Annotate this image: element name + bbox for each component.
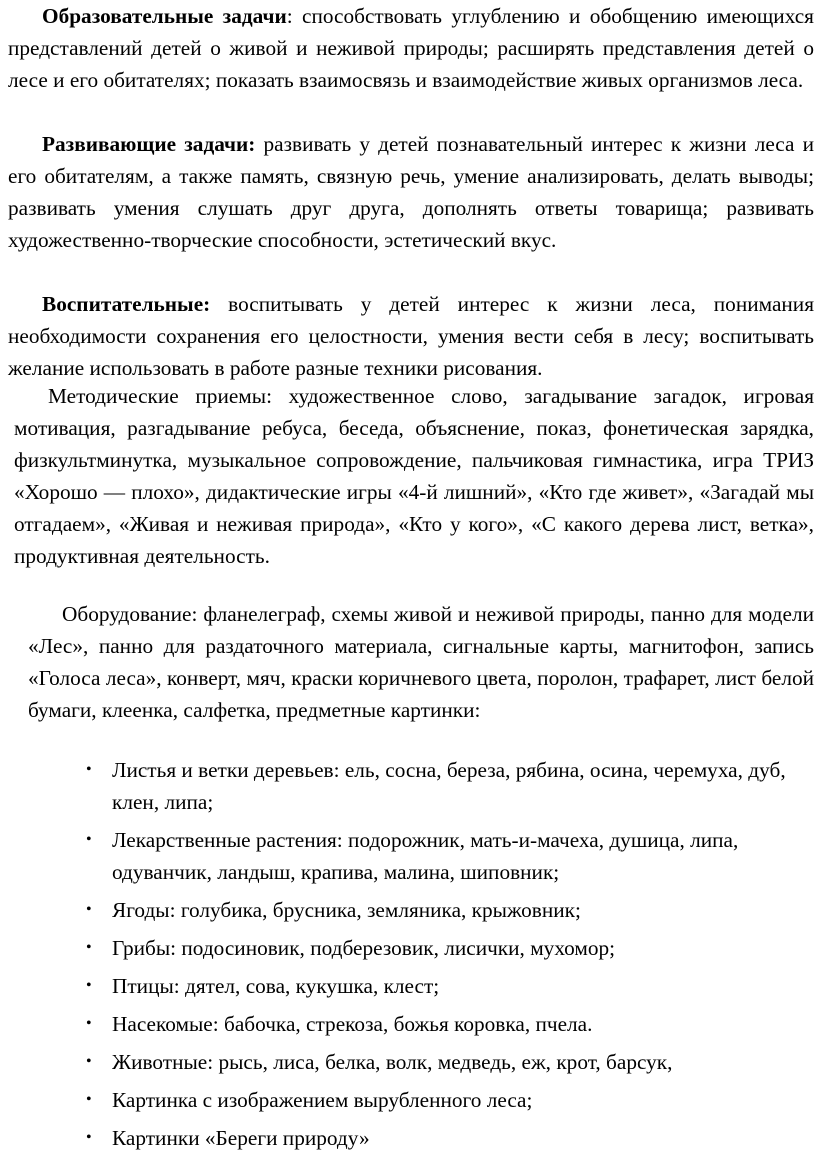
list-item bbox=[80, 970, 814, 1002]
list-item-text: Лекарственные растения: подорожник, мать-и-мачеха, душица, липа, одуванчик, ландыш, крапива, малина, шиповник; bbox=[112, 828, 739, 884]
developing-tasks-text: развивать у детей познавательный интерес к жизни леса и его обитателям, а также память, связную речь, умение анализировать, делать выводы; развивать умения слушать друг друга, дополнять ответы товарища; развивать художественно-творческие способности, эстетический вкус. bbox=[8, 132, 814, 252]
bullet-icon: • bbox=[86, 1053, 92, 1070]
bullet-icon: • bbox=[86, 831, 92, 848]
list-item bbox=[80, 1122, 814, 1154]
list-item-text: Ягоды: голубика, брусника, земляника, крыжовник; bbox=[112, 898, 581, 922]
list-item-text: Листья и ветки деревьев: ель, сосна, береза, рябина, осина, черемуха, дуб, клен, липа; bbox=[112, 758, 786, 814]
bullet-icon: • bbox=[86, 1091, 92, 1108]
list-item-text: Насекомые: бабочка, стрекоза, божья коровка, пчела. bbox=[112, 1012, 593, 1036]
bullet-icon: • bbox=[86, 1129, 92, 1146]
list-item bbox=[80, 1084, 814, 1116]
upbringing-tasks-paragraph bbox=[8, 288, 814, 384]
bullet-icon: • bbox=[86, 977, 92, 994]
list-item bbox=[80, 824, 814, 888]
list-item bbox=[80, 932, 814, 964]
equipment-paragraph: Оборудование: фланелеграф, схемы живой и неживой природы, панно для модели «Лес», панно для раздаточного материала, сигнальные карты, магнитофон, запись «Голоса леса», конверт, мяч, краски коричневого цвета, поролон, трафарет, лист белой бумаги, клеенка, салфетка, предметные картинки: bbox=[28, 602, 814, 722]
list-item-text: Животные: рысь, лиса, белка, волк, медведь, еж, крот, барсук, bbox=[112, 1050, 673, 1074]
methods-paragraph: Методические приемы: художественное слово, загадывание загадок, игровая мотивация, разгадывание ребуса, беседа, объяснение, показ, фонетическая зарядка, физкультминутка, музыкальное сопровождение, пальчиковая гимнастика, игра ТРИЗ «Хорошо — плохо», дидактические игры «4-й лишний», «Кто где живет», «Загадай мы отгадаем», «Живая и неживая природа», «Кто у кого», «С какого дерева лист, ветка», продуктивная деятельность. bbox=[14, 384, 814, 568]
educational-tasks-heading: Образовательные задачи bbox=[42, 4, 287, 28]
list-item-text: Птицы: дятел, сова, кукушка, клест; bbox=[112, 974, 440, 998]
list-item-text: Картинки «Береги природу» bbox=[112, 1126, 370, 1150]
picture-list bbox=[80, 754, 814, 1160]
developing-tasks-paragraph bbox=[8, 128, 814, 256]
bullet-icon: • bbox=[86, 761, 92, 778]
developing-tasks-heading: Развивающие задачи: bbox=[42, 132, 256, 156]
list-item-text: Картинка с изображением вырубленного леса; bbox=[112, 1088, 533, 1112]
bullet-icon: • bbox=[86, 939, 92, 956]
upbringing-tasks-heading: Воспитательные: bbox=[42, 292, 211, 316]
list-item bbox=[80, 754, 814, 818]
upbringing-tasks-text: воспитывать у детей интерес к жизни леса, понимания необходимости сохранения его целостности, умения вести себя в лесу; воспитывать желание использовать в работе разные техники рисования. bbox=[8, 292, 814, 380]
bullet-icon: • bbox=[86, 1015, 92, 1032]
list-item bbox=[80, 1008, 814, 1040]
bullet-icon: • bbox=[86, 901, 92, 918]
list-item bbox=[80, 1046, 814, 1078]
educational-tasks-paragraph bbox=[8, 0, 814, 96]
educational-tasks-text: : способствовать углублению и обобщению имеющихся представлений детей о живой и неживой природы; расширять представления детей о лесе и его обитателях; показать взаимосвязь и взаимодействие живых организмов леса. bbox=[8, 4, 814, 92]
list-item-text: Грибы: подосиновик, подберезовик, лисички, мухомор; bbox=[112, 936, 616, 960]
list-item bbox=[80, 894, 814, 926]
